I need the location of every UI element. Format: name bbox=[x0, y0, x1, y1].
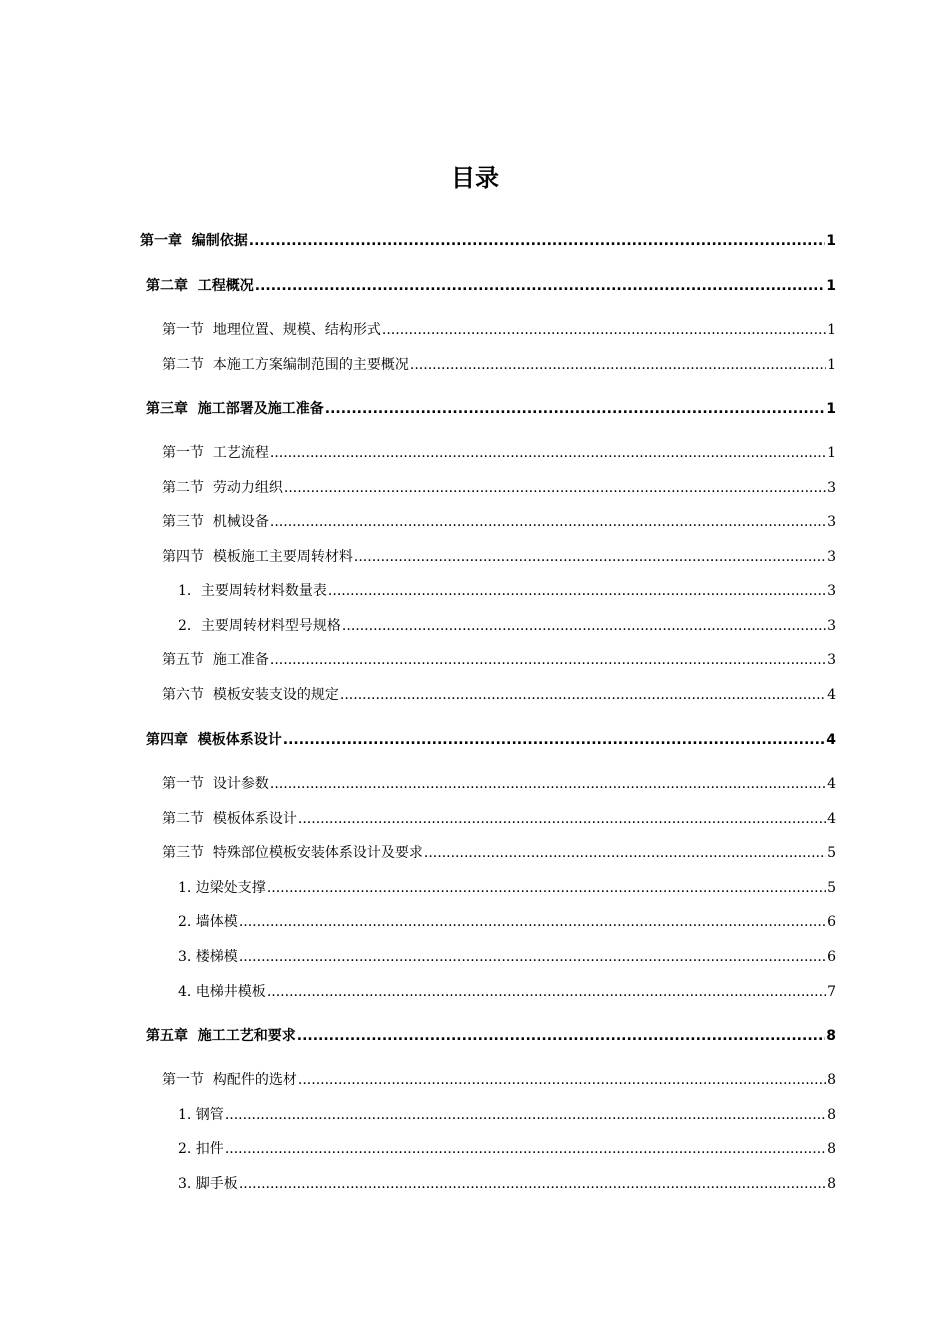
toc-entry-label: 第五章 施工工艺和要求 bbox=[146, 1028, 296, 1044]
dot-leader bbox=[354, 548, 826, 566]
dot-leader bbox=[239, 948, 826, 966]
toc-entry-label: 第一节 工艺流程 bbox=[162, 445, 269, 461]
toc-entry-level-3[interactable] bbox=[178, 946, 836, 966]
toc-entry-label: 第一节 设计参数 bbox=[162, 776, 269, 792]
dot-leader bbox=[298, 810, 826, 828]
dot-leader bbox=[297, 1027, 826, 1045]
toc-entry-page-number: 8 bbox=[827, 1141, 836, 1157]
toc-entry-page-number: 6 bbox=[827, 949, 836, 965]
toc-entry-level-3[interactable] bbox=[178, 580, 836, 600]
toc-entry-level-2[interactable] bbox=[162, 808, 836, 828]
toc-entry-page-number: 6 bbox=[827, 914, 836, 930]
toc-entry-page-number: 7 bbox=[827, 984, 836, 1000]
toc-entry-page-number: 1 bbox=[827, 322, 836, 338]
toc-entry-page-number: 8 bbox=[827, 1072, 836, 1088]
toc-entry-level-3[interactable] bbox=[178, 615, 836, 635]
toc-entry-label: 2. 墙体模 bbox=[178, 914, 238, 930]
toc-entry-label: 1．主要周转材料数量表 bbox=[178, 583, 327, 599]
toc-entry-level-2[interactable] bbox=[162, 511, 836, 531]
toc-entry-page-number: 8 bbox=[827, 1107, 836, 1123]
toc-entry-label: 2. 扣件 bbox=[178, 1141, 224, 1157]
toc-entry-page-number: 5 bbox=[827, 845, 836, 861]
dot-leader bbox=[270, 444, 826, 462]
toc-entry-level-3[interactable] bbox=[178, 981, 836, 1001]
toc-entry-level-2[interactable] bbox=[162, 842, 836, 862]
toc-entry-level-2[interactable] bbox=[162, 649, 836, 669]
toc-entry-page-number: 4 bbox=[827, 811, 836, 827]
toc-entry-page-number: 1 bbox=[826, 401, 836, 417]
dot-leader bbox=[382, 321, 826, 339]
toc-entry-page-number: 3 bbox=[827, 583, 836, 599]
toc-entry-level-3[interactable] bbox=[178, 1173, 836, 1193]
toc-entry-label: 2．主要周转材料型号规格 bbox=[178, 618, 341, 634]
toc-entry-level-1[interactable] bbox=[146, 275, 836, 295]
toc-entry-page-number: 3 bbox=[827, 480, 836, 496]
toc-entry-page-number: 8 bbox=[827, 1176, 836, 1192]
toc-entry-page-number: 4 bbox=[827, 687, 836, 703]
toc-entry-level-3[interactable] bbox=[178, 877, 836, 897]
toc-entry-page-number: 5 bbox=[827, 880, 836, 896]
toc-entry-page-number: 4 bbox=[827, 776, 836, 792]
toc-entry-label: 第三节 机械设备 bbox=[162, 514, 269, 530]
dot-leader bbox=[342, 617, 826, 635]
toc-entry-level-2[interactable] bbox=[162, 546, 836, 566]
toc-entry-label: 1. 钢管 bbox=[178, 1107, 224, 1123]
toc-entry-level-3[interactable] bbox=[178, 1104, 836, 1124]
toc-entry-level-3[interactable] bbox=[178, 911, 836, 931]
toc-entry-label: 3. 楼梯模 bbox=[178, 949, 238, 965]
toc-entry-level-2[interactable] bbox=[162, 477, 836, 497]
toc-entry-page-number: 1 bbox=[827, 445, 836, 461]
toc-entry-page-number: 3 bbox=[827, 549, 836, 565]
toc-entry-label: 4. 电梯井模板 bbox=[178, 984, 266, 1000]
toc-entry-label: 3. 脚手板 bbox=[178, 1176, 238, 1192]
dot-leader bbox=[298, 1071, 826, 1089]
toc-entry-label: 1. 边梁处支撑 bbox=[178, 880, 266, 896]
dot-leader bbox=[270, 513, 826, 531]
toc-entry-page-number: 4 bbox=[826, 732, 836, 748]
toc-entry-label: 第二节 本施工方案编制范围的主要概况 bbox=[162, 357, 409, 373]
toc-entry-label: 第六节 模板安装支设的规定 bbox=[162, 687, 339, 703]
dot-leader bbox=[225, 1140, 826, 1158]
dot-leader bbox=[267, 879, 826, 897]
toc-entry-page-number: 1 bbox=[826, 233, 836, 249]
dot-leader bbox=[284, 479, 826, 497]
dot-leader bbox=[270, 775, 826, 793]
toc-entry-label: 第四节 模板施工主要周转材料 bbox=[162, 549, 353, 565]
toc-entry-level-1[interactable] bbox=[146, 729, 836, 749]
dot-leader bbox=[410, 356, 826, 374]
toc-entry-label: 第五节 施工准备 bbox=[162, 652, 269, 668]
toc-entry-label: 第二节 劳动力组织 bbox=[162, 480, 283, 496]
dot-leader bbox=[225, 1106, 826, 1124]
toc-entry-page-number: 1 bbox=[826, 278, 836, 294]
dot-leader bbox=[255, 277, 826, 295]
toc-entry-label: 第一章 编制依据 bbox=[140, 233, 248, 249]
toc-entry-level-3[interactable] bbox=[178, 1138, 836, 1158]
toc-entry-level-1[interactable] bbox=[146, 1025, 836, 1045]
dot-leader bbox=[270, 651, 826, 669]
toc-entry-label: 第二章 工程概况 bbox=[146, 278, 254, 294]
dot-leader bbox=[340, 686, 826, 704]
toc-entry-level-2[interactable] bbox=[162, 319, 836, 339]
toc-entry-page-number: 1 bbox=[827, 357, 836, 373]
dot-leader bbox=[239, 913, 826, 931]
toc-entry-level-2[interactable] bbox=[162, 1069, 836, 1089]
toc-entry-label: 第二节 模板体系设计 bbox=[162, 811, 297, 827]
toc-entry-page-number: 3 bbox=[827, 514, 836, 530]
toc-title: 目录 bbox=[451, 164, 499, 192]
dot-leader bbox=[239, 1175, 826, 1193]
dot-leader bbox=[283, 731, 826, 749]
toc-entry-level-2[interactable] bbox=[162, 354, 836, 374]
toc-entry-label: 第一节 地理位置、规模、结构形式 bbox=[162, 322, 381, 338]
dot-leader bbox=[249, 232, 826, 250]
toc-entry-page-number: 3 bbox=[827, 618, 836, 634]
dot-leader bbox=[325, 400, 826, 418]
toc-entry-label: 第四章 模板体系设计 bbox=[146, 732, 282, 748]
dot-leader bbox=[267, 983, 826, 1001]
toc-entry-page-number: 3 bbox=[827, 652, 836, 668]
toc-entry-level-2[interactable] bbox=[162, 684, 836, 704]
toc-entry-level-1[interactable] bbox=[140, 230, 836, 250]
toc-entry-label: 第一节 构配件的选材 bbox=[162, 1072, 297, 1088]
dot-leader bbox=[424, 844, 826, 862]
toc-entry-label: 第三节 特殊部位模板安装体系设计及要求 bbox=[162, 845, 423, 861]
toc-entry-label: 第三章 施工部署及施工准备 bbox=[146, 401, 324, 417]
toc-entry-level-2[interactable] bbox=[162, 773, 836, 793]
toc-entry-level-2[interactable] bbox=[162, 442, 836, 462]
toc-entry-page-number: 8 bbox=[826, 1028, 836, 1044]
toc-entry-level-1[interactable] bbox=[146, 398, 836, 418]
dot-leader bbox=[328, 582, 826, 600]
